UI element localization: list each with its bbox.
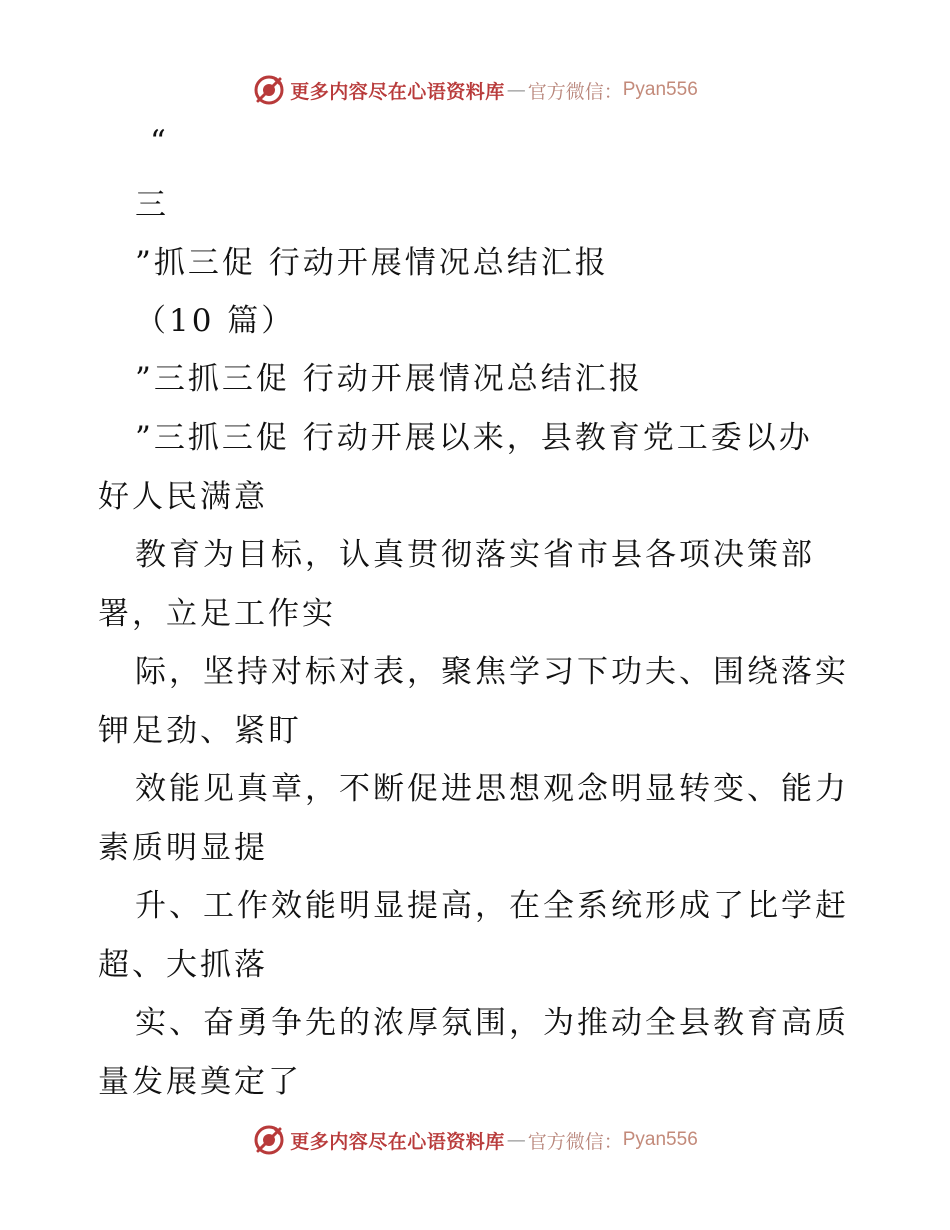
banner-wechat-id: Pyan556 (622, 1129, 698, 1150)
banner-separator: — (506, 79, 526, 101)
banner-wechat-id: Pyan556 (622, 79, 698, 100)
doc-line: 素质明显提 (98, 830, 268, 866)
doc-line: 实、奋勇争先的浓厚氛围，为推动全县教育高质 (135, 1005, 849, 1041)
doc-line: “ (150, 124, 169, 160)
pen-circle-logo-icon (252, 1123, 286, 1157)
doc-line: 三 (135, 187, 169, 223)
doc-line: 署，立足工作实 (98, 596, 336, 632)
doc-line: ”三抓三促 行动开展情况总结汇报 (135, 361, 643, 397)
doc-line: 量发展奠定了 (98, 1064, 302, 1100)
doc-line: 钾足劲、紧盯 (98, 713, 302, 749)
doc-line: 升、工作效能明显提高，在全系统形成了比学赶 (135, 888, 849, 924)
doc-line: 好人民满意 (98, 479, 268, 515)
pen-circle-logo-icon (252, 73, 286, 107)
doc-line: 超、大抓落 (98, 947, 268, 983)
banner-text: 更多内容尽在心语资料库 (290, 1130, 505, 1153)
banner-text: 更多内容尽在心语资料库 (290, 80, 505, 103)
doc-line: （10 篇） (135, 303, 296, 339)
doc-line: ”三抓三促 行动开展以来，县教育党工委以办 (135, 420, 813, 456)
doc-line: ”抓三促 行动开展情况总结汇报 (135, 245, 609, 281)
doc-line: 效能见真章，不断促进思想观念明显转变、能力 (135, 771, 849, 807)
banner-separator: — (506, 1129, 526, 1151)
footer-banner (0, 1120, 950, 1160)
doc-line: 际，坚持对标对表，聚焦学习下功夫、围绕落实 (135, 654, 849, 690)
doc-line: 教育为目标，认真贯彻落实省市县各项决策部 (135, 537, 815, 573)
header-banner (0, 70, 950, 110)
banner-wechat-label: 官方微信： (527, 1130, 623, 1153)
banner-wechat-label: 官方微信： (527, 80, 623, 103)
